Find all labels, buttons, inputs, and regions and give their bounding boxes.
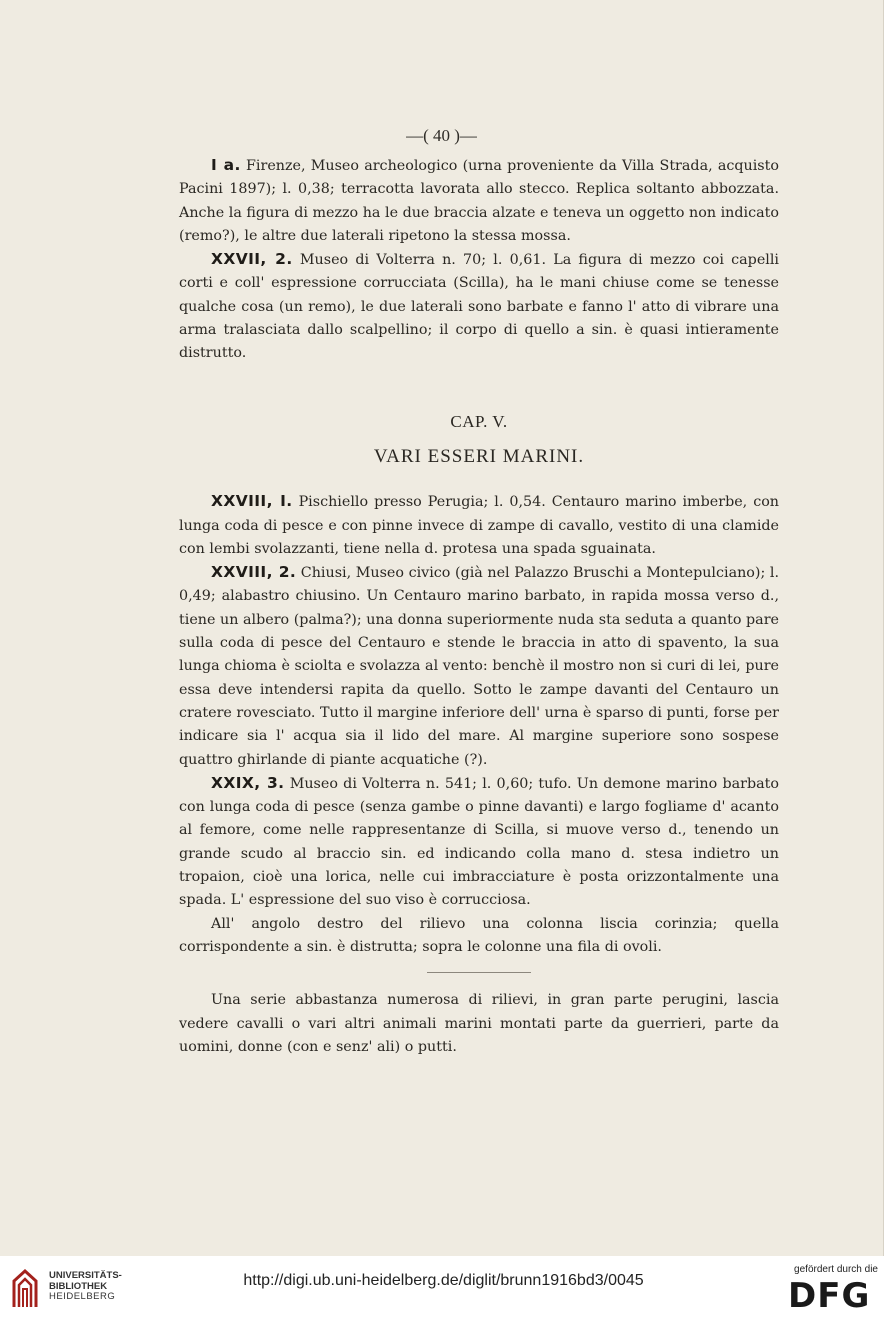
funding-caption: gefördert durch die [794,1264,878,1275]
section-divider [427,972,531,973]
entry-paragraph [179,561,779,772]
entry-reference: XXIX, 3. [211,773,285,792]
chapter-number: CAP. V. [450,411,508,431]
entry-paragraph [179,490,779,561]
library-name-line: UNIVERSITÄTS- [49,1270,122,1281]
chapter-title: VARI ESSERI MARINI. [373,445,585,467]
closing-paragraph: Una serie abbastanza numerosa di rilievi, in gran parte perugini, lascia vedere cavalli o vari altri animali marini montati parte da guerrieri, parte da uomini, donne (con e senz' ali) o putti. [179,992,779,1055]
entry-paragraph [179,772,779,913]
entry-text: Firenze, Museo archeologico (urna proveniente da Villa Strada, acquisto Pacini 1897); l. 0,38; terracotta lavorata allo stecco. Replica soltanto abbozzata. Anche la figura di mezzo ha le due braccia alzate e teneva un oggetto non indicato (remo?), le altre due laterali ripetono la stessa mossa. [179,158,780,244]
entry-text: All' angolo destro del rilievo una colonna liscia corinzia; quella corrispondente a sin. è distrutta; sopra le colonne una fila di ovoli. [179,915,779,955]
entry-paragraph [179,913,779,960]
library-name-line: HEIDELBERG [49,1291,116,1302]
page-text [179,154,779,1059]
entry-reference: XXVIII, I. [211,492,293,511]
entry-reference: XXVII, 2. [211,250,293,269]
entry-text: Museo di Volterra n. 541; l. 0,60; tufo. Un demone marino barbato con lunga coda di pesce (senza gambe o pinne davanti) e largo fogliame d' acanto al femore, come nelle rappresentanze di Scilla, si muove verso d., tenendo un grande scudo al braccio sin. ed indicando colla mano d. stesa indietro un tropaion, cioè una lorica, nelle cui imbracciature è posta orizzontalmente una spada. L' espressione del suo viso è corrucciosa. [179,775,780,909]
entry-reference: XXVIII, 2. [211,563,297,582]
entry-text: Pischiello presso Perugia; l. 0,54. Centauro marino imberbe, con lunga coda di pesce e con pinne invece di zampe di cavallo, vestito di una clamide con lembi svolazzanti, tiene nella d. protesa una spada sguainata. [179,494,780,557]
dfg-logo[interactable]: DFG [788,1276,871,1316]
permalink-url[interactable]: http://digi.ub.uni-heidelberg.de/diglit/brunn1916bd3/0045 [243,1272,644,1289]
entry-text: Museo di Volterra n. 70; l. 0,61. La figura di mezzo coi capelli corti e coll' espressione corrucciata (Scilla), ha le mani chiuse come se tenesse qualche cosa (un remo), le due laterali sono barbate e fanno l' atto di vibrare una arma tralasciata dallo scalpellino; il corpo di quello a sin. è quasi intieramente distrutto. [179,252,780,362]
library-name-line: BIBLIOTHEK [49,1280,108,1292]
entry-paragraph [179,248,779,365]
entry-paragraph [179,154,779,248]
entry-reference: I a. [211,156,241,174]
page-number: —( 40 )— [406,126,477,145]
entry-text: Chiusi, Museo civico (già nel Palazzo Bruschi a Montepulciano); l. 0,49; alabastro chiusino. Un Centauro marino barbato, in rapida mossa verso d., tiene un albero (palma?); una donna superiormente nuda sta seduta a quanto pare sulla coda di pesce del Centauro e stende le braccia in atto di spavento, la sua lunga chioma è sciolta e svolazza al vento: benchè il mostro non si curi di lei, pure essa deve intendersi rapita da quello. Sotto le zampe davanti del Centauro un cratere rovesciato. Tutto il margine inferiore dell' urna è sparso di punti, forse per indicare sia l' acqua sia il lido del mare. Al margine superiore sono sospese quattro ghirlande di piante acquatiche (?). [179,565,780,768]
